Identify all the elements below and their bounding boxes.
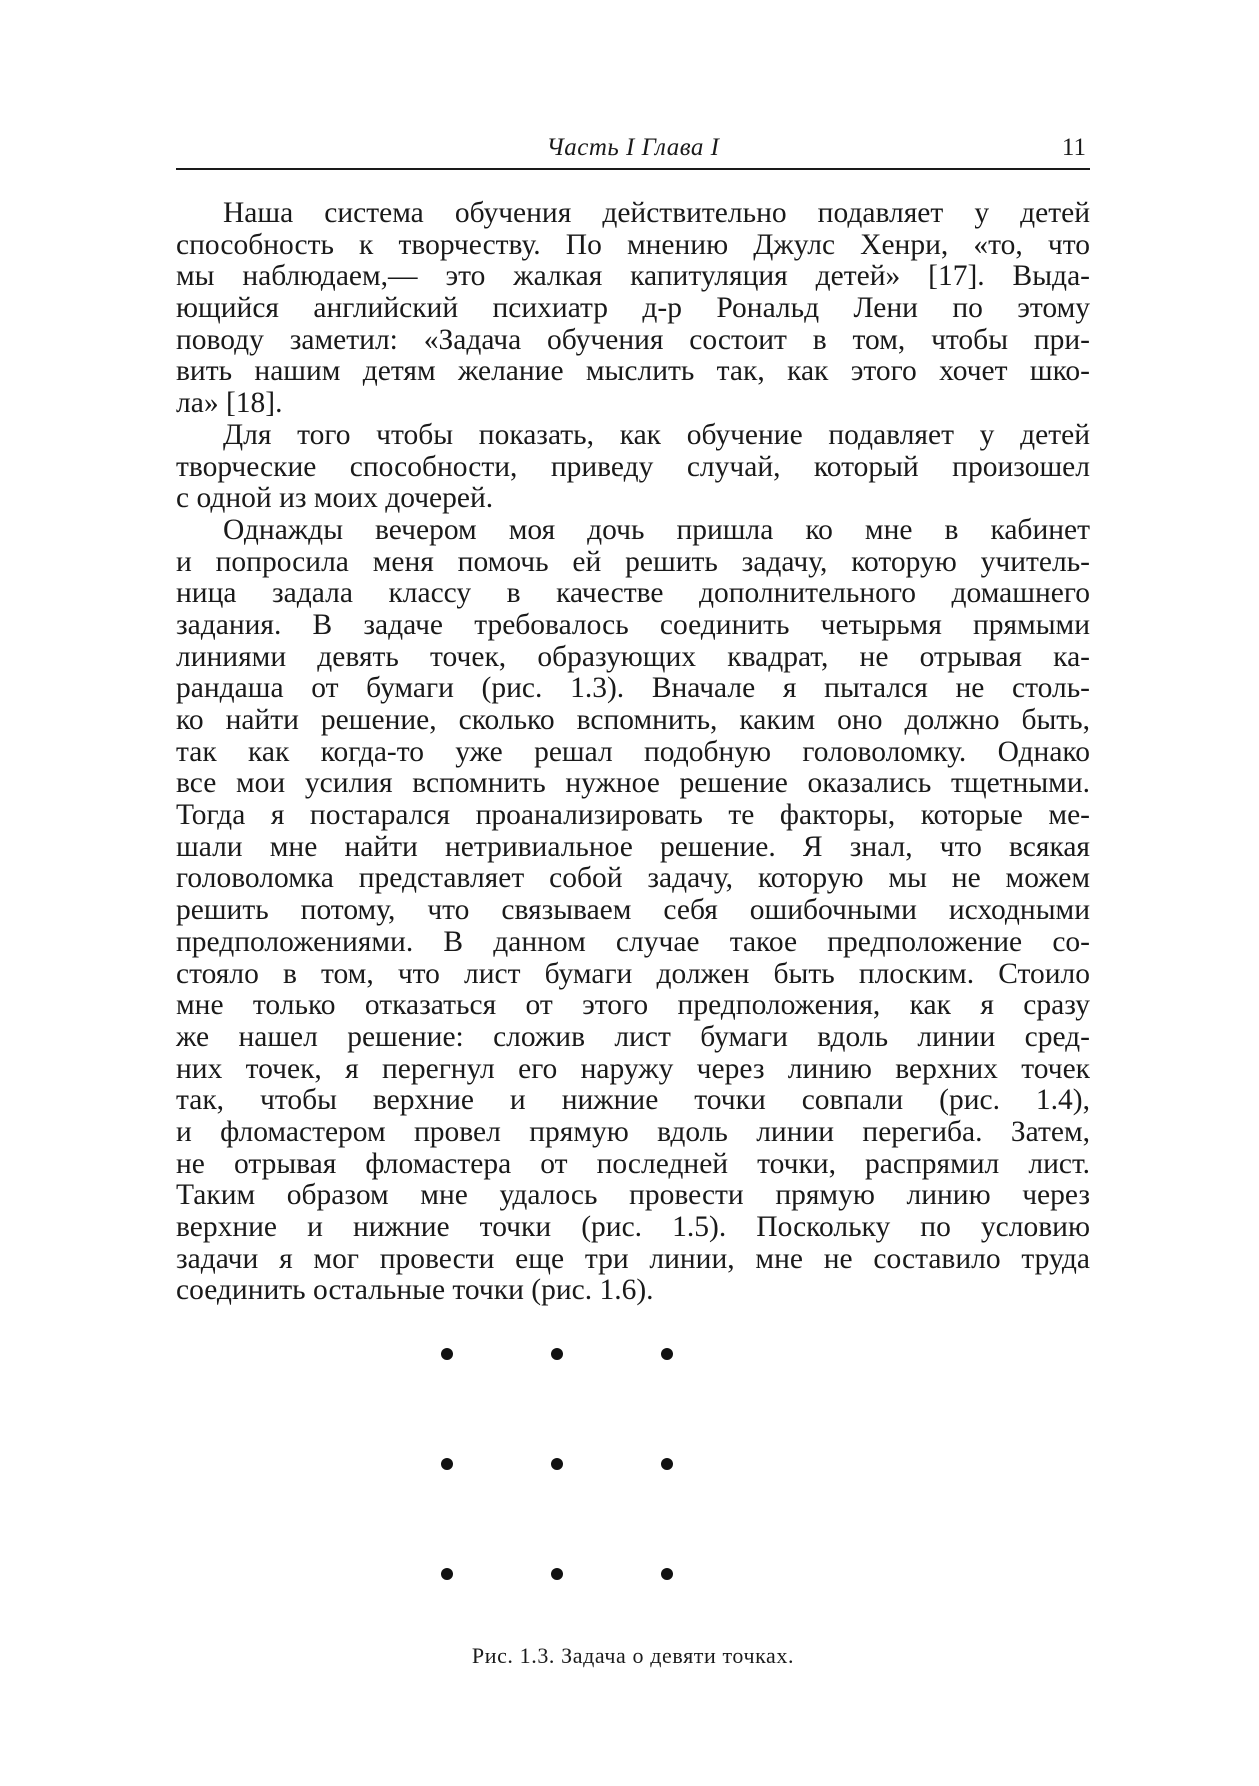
page-number: 11 xyxy=(1061,134,1086,161)
text-line: соединить остальные точки (рис. 1.6). xyxy=(176,1274,654,1307)
text-line: задачи я мог провести еще три линии, мне не составило труда xyxy=(176,1242,1090,1275)
text-line: способность к творчеству. По мнению Джулс Хенри, «то, что xyxy=(176,228,1090,261)
dot xyxy=(441,1458,453,1470)
text-line: линиями девять точек, образующих квадрат, не отрывая ка- xyxy=(176,640,1090,673)
paragraph xyxy=(176,198,1090,420)
paragraph xyxy=(176,420,1090,515)
text-line: верхние и нижние точки (рис. 1.5). Поскольку по условию xyxy=(176,1211,1090,1243)
dot xyxy=(551,1458,563,1470)
nine-dots-figure xyxy=(500,1350,760,1630)
running-head xyxy=(176,128,1090,170)
dot xyxy=(551,1348,563,1360)
text-line: и попросила меня помочь ей решить задачу, которую учитель- xyxy=(176,545,1090,578)
text-line: Наша система обучения действительно подавляет у детей xyxy=(223,197,1090,229)
text-line: предположениями. В данном случае такое предположение со- xyxy=(176,925,1090,958)
text-line: решить потому, что связываем себя ошибочными исходными xyxy=(176,894,1090,927)
body-text xyxy=(176,198,1090,1307)
text-line: все мои усилия вспомнить нужное решение оказались тщетными. xyxy=(176,767,1090,800)
figure-caption: Рис. 1.3. Задача о девяти точках. xyxy=(471,1643,795,1668)
dot xyxy=(441,1348,453,1360)
text-line: ница задала классу в качестве дополнительного домашнего xyxy=(176,577,1090,610)
dot xyxy=(661,1458,673,1470)
text-line: задания. В задаче требовалось соединить четырьмя прямыми xyxy=(176,608,1090,641)
running-title: Часть I Глава I xyxy=(546,134,720,161)
text-line: Таким образом мне удалось провести прямую линию через xyxy=(176,1179,1090,1212)
text-line: них точек, я перегнул его наружу через линию верхних точек xyxy=(176,1052,1090,1085)
text-line: же нашел решение: сложив лист бумаги вдоль линии сред- xyxy=(176,1020,1090,1053)
text-line: ко найти решение, сколько вспомнить, каким оно должно быть, xyxy=(176,704,1090,736)
text-line: поводу заметил: «Задача обучения состоит в том, чтобы при- xyxy=(176,323,1090,356)
text-line: творческие способности, приведу случай, который произошел xyxy=(176,450,1090,483)
dot xyxy=(551,1568,563,1580)
text-line: не отрывая фломастера от последней точки, распрямил лист. xyxy=(176,1147,1090,1180)
dot xyxy=(441,1568,453,1580)
text-line: ла» [18]. xyxy=(176,387,283,420)
text-line: Тогда я постарался проанализировать те факторы, которые ме- xyxy=(176,799,1090,832)
text-line: мы наблюдаем,— это жалкая капитуляция детей» [17]. Выда- xyxy=(176,260,1090,293)
dot xyxy=(661,1348,673,1360)
text-line: так как когда-то уже решал подобную головоломку. Однако xyxy=(176,735,1090,768)
text-line: Для того чтобы показать, как обучение подавляет у детей xyxy=(223,418,1090,451)
text-line: ющийся английский психиатр д-р Рональд Лени по этому xyxy=(176,292,1090,325)
text-line: шали мне найти нетривиальное решение. Я знал, что всякая xyxy=(176,830,1090,863)
text-line: с одной из моих дочерей. xyxy=(176,482,494,515)
text-line: так, чтобы верхние и нижние точки совпали (рис. 1.4), xyxy=(176,1084,1090,1117)
text-line: рандаша от бумаги (рис. 1.3). Вначале я пытался не столь- xyxy=(176,672,1090,705)
text-line: мне только отказаться от этого предположения, как я сразу xyxy=(176,989,1090,1022)
dot xyxy=(661,1568,673,1580)
text-line: и фломастером провел прямую вдоль линии перегиба. Затем, xyxy=(176,1115,1090,1148)
text-line: головоломка представляет собой задачу, которую мы не можем xyxy=(176,862,1090,895)
text-line: Однажды вечером моя дочь пришла ко мне в кабинет xyxy=(223,513,1090,546)
text-line: стояло в том, что лист бумаги должен быть плоским. Стоило xyxy=(176,957,1090,990)
text-line: вить нашим детям желание мыслить так, как этого хочет шко- xyxy=(176,355,1090,388)
paragraph xyxy=(176,515,1090,1307)
